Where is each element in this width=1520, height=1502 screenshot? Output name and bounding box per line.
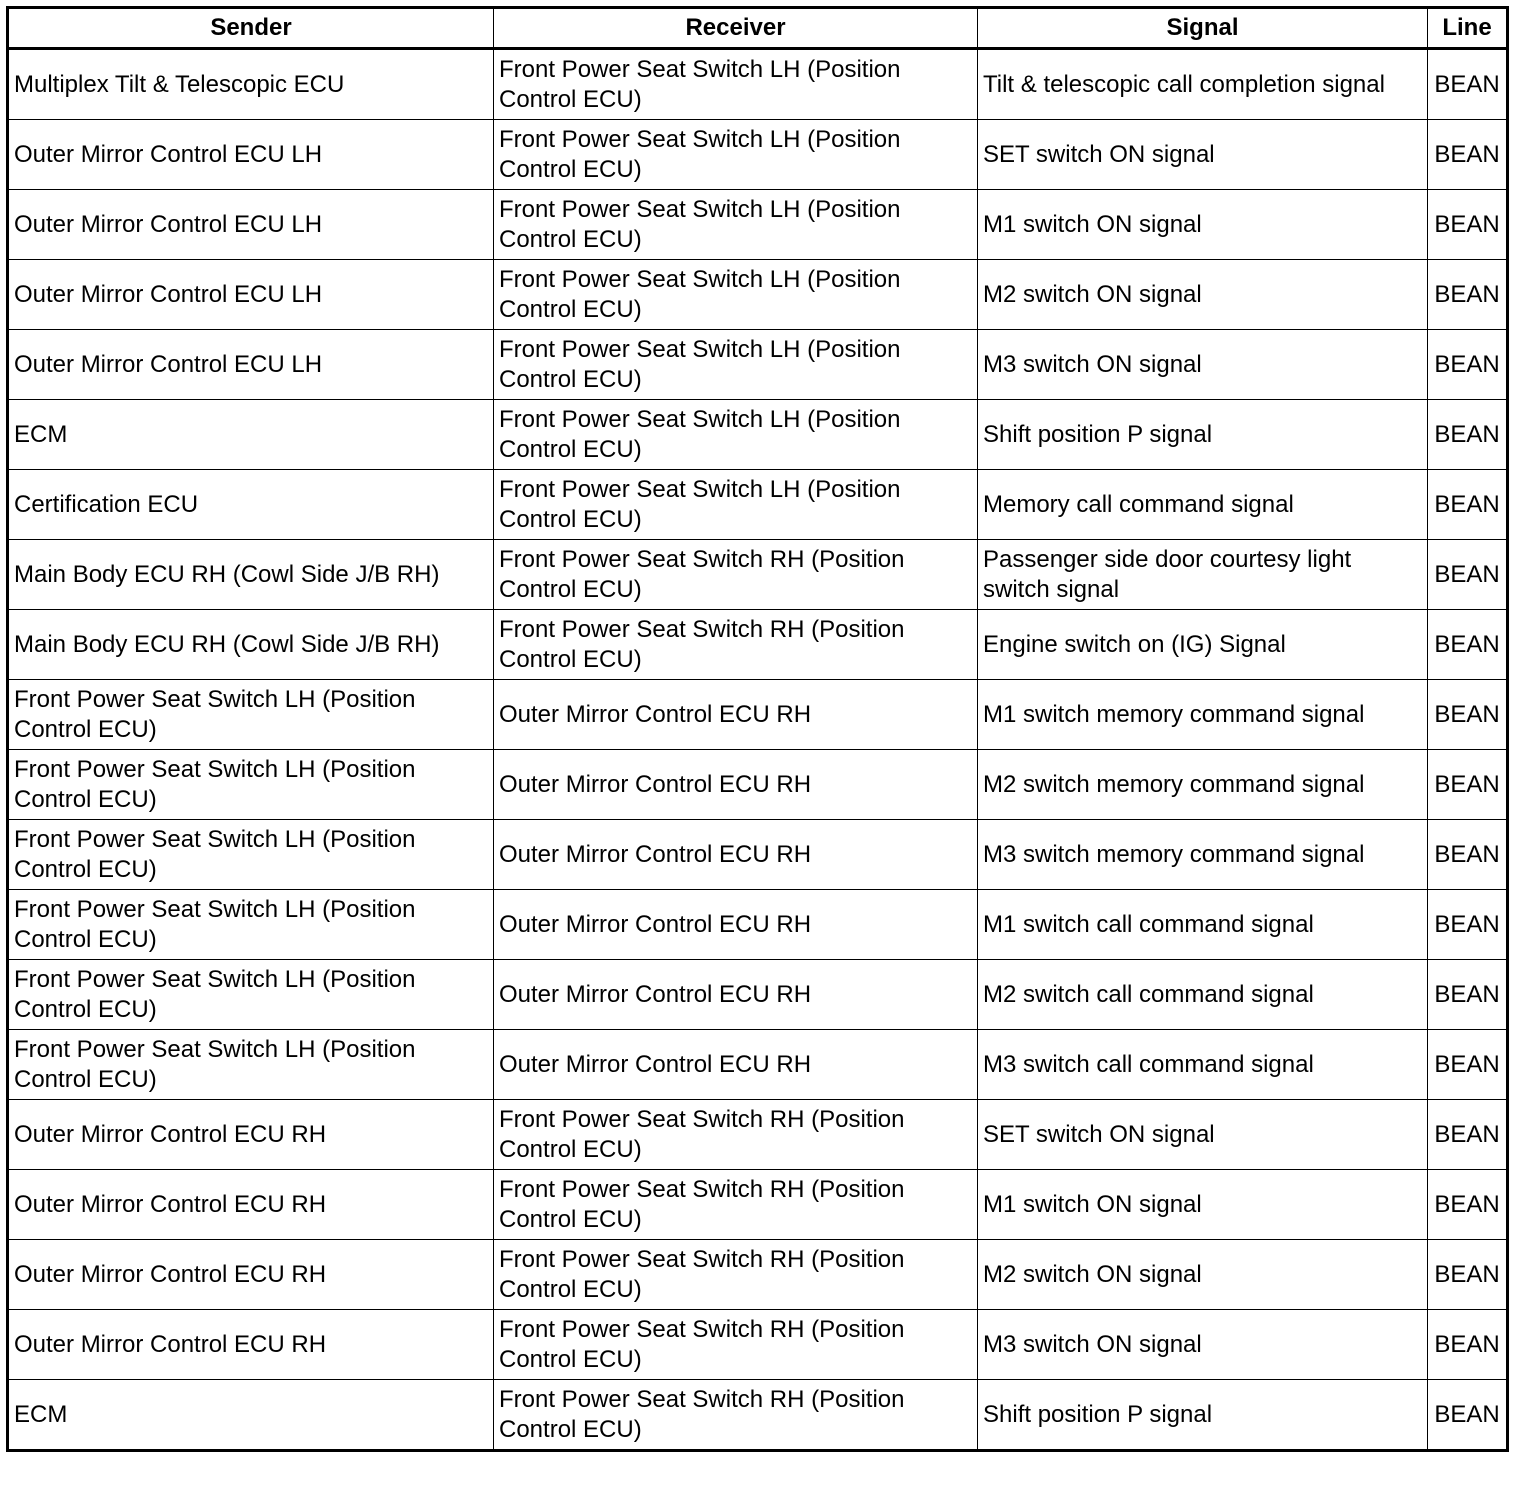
cell-signal: M1 switch ON signal xyxy=(978,190,1428,260)
cell-receiver: Front Power Seat Switch RH (Position Control ECU) xyxy=(494,1170,978,1240)
cell-signal: SET switch ON signal xyxy=(978,120,1428,190)
table-row xyxy=(8,540,1508,610)
header-line: Line xyxy=(1428,8,1508,49)
table-row xyxy=(8,750,1508,820)
cell-line: BEAN xyxy=(1428,1100,1508,1170)
cell-sender: ECM xyxy=(8,400,494,470)
cell-receiver: Front Power Seat Switch RH (Position Control ECU) xyxy=(494,1310,978,1380)
cell-signal: Shift position P signal xyxy=(978,1380,1428,1451)
cell-signal: M3 switch call command signal xyxy=(978,1030,1428,1100)
cell-receiver: Front Power Seat Switch RH (Position Control ECU) xyxy=(494,1240,978,1310)
cell-line: BEAN xyxy=(1428,1240,1508,1310)
cell-line: BEAN xyxy=(1428,1030,1508,1100)
cell-sender: Outer Mirror Control ECU RH xyxy=(8,1310,494,1380)
cell-sender: Front Power Seat Switch LH (Position Control ECU) xyxy=(8,750,494,820)
cell-line: BEAN xyxy=(1428,120,1508,190)
table-row xyxy=(8,330,1508,400)
cell-sender: Outer Mirror Control ECU LH xyxy=(8,190,494,260)
cell-receiver: Front Power Seat Switch LH (Position Control ECU) xyxy=(494,260,978,330)
table-row xyxy=(8,1380,1508,1451)
cell-receiver: Front Power Seat Switch RH (Position Control ECU) xyxy=(494,610,978,680)
cell-sender: Outer Mirror Control ECU RH xyxy=(8,1170,494,1240)
cell-signal: Shift position P signal xyxy=(978,400,1428,470)
table-row xyxy=(8,470,1508,540)
cell-signal: Tilt & telescopic call completion signal xyxy=(978,49,1428,120)
cell-sender: Front Power Seat Switch LH (Position Control ECU) xyxy=(8,680,494,750)
cell-signal: SET switch ON signal xyxy=(978,1100,1428,1170)
cell-line: BEAN xyxy=(1428,750,1508,820)
cell-receiver: Outer Mirror Control ECU RH xyxy=(494,1030,978,1100)
cell-receiver: Front Power Seat Switch LH (Position Control ECU) xyxy=(494,400,978,470)
table-row xyxy=(8,49,1508,120)
cell-sender: Multiplex Tilt & Telescopic ECU xyxy=(8,49,494,120)
table-row xyxy=(8,120,1508,190)
cell-line: BEAN xyxy=(1428,49,1508,120)
table-row xyxy=(8,190,1508,260)
cell-line: BEAN xyxy=(1428,190,1508,260)
cell-receiver: Front Power Seat Switch RH (Position Control ECU) xyxy=(494,1380,978,1451)
cell-receiver: Front Power Seat Switch LH (Position Control ECU) xyxy=(494,190,978,260)
cell-sender: ECM xyxy=(8,1380,494,1451)
table-row xyxy=(8,890,1508,960)
cell-signal: M2 switch call command signal xyxy=(978,960,1428,1030)
cell-sender: Outer Mirror Control ECU RH xyxy=(8,1100,494,1170)
cell-receiver: Front Power Seat Switch LH (Position Control ECU) xyxy=(494,120,978,190)
cell-signal: M2 switch memory command signal xyxy=(978,750,1428,820)
header-receiver: Receiver xyxy=(494,8,978,49)
cell-sender: Front Power Seat Switch LH (Position Control ECU) xyxy=(8,890,494,960)
cell-sender: Front Power Seat Switch LH (Position Control ECU) xyxy=(8,820,494,890)
table-row xyxy=(8,610,1508,680)
cell-signal: M3 switch ON signal xyxy=(978,1310,1428,1380)
cell-line: BEAN xyxy=(1428,1170,1508,1240)
cell-receiver: Outer Mirror Control ECU RH xyxy=(494,750,978,820)
table-row xyxy=(8,260,1508,330)
cell-receiver: Front Power Seat Switch LH (Position Control ECU) xyxy=(494,49,978,120)
cell-sender: Front Power Seat Switch LH (Position Control ECU) xyxy=(8,1030,494,1100)
cell-sender: Main Body ECU RH (Cowl Side J/B RH) xyxy=(8,540,494,610)
table-row xyxy=(8,1100,1508,1170)
cell-sender: Certification ECU xyxy=(8,470,494,540)
header-sender: Sender xyxy=(8,8,494,49)
communication-table xyxy=(6,6,1509,1452)
table-row xyxy=(8,680,1508,750)
cell-receiver: Outer Mirror Control ECU RH xyxy=(494,820,978,890)
cell-receiver: Outer Mirror Control ECU RH xyxy=(494,680,978,750)
cell-receiver: Front Power Seat Switch RH (Position Control ECU) xyxy=(494,540,978,610)
cell-line: BEAN xyxy=(1428,330,1508,400)
cell-receiver: Front Power Seat Switch RH (Position Control ECU) xyxy=(494,1100,978,1170)
cell-line: BEAN xyxy=(1428,610,1508,680)
cell-signal: Passenger side door courtesy light switch signal xyxy=(978,540,1428,610)
table-row xyxy=(8,960,1508,1030)
cell-signal: Engine switch on (IG) Signal xyxy=(978,610,1428,680)
cell-sender: Main Body ECU RH (Cowl Side J/B RH) xyxy=(8,610,494,680)
cell-sender: Outer Mirror Control ECU LH xyxy=(8,120,494,190)
table-row xyxy=(8,1240,1508,1310)
table-row xyxy=(8,1170,1508,1240)
cell-signal: M3 switch ON signal xyxy=(978,330,1428,400)
cell-line: BEAN xyxy=(1428,470,1508,540)
cell-sender: Outer Mirror Control ECU RH xyxy=(8,1240,494,1310)
cell-sender: Outer Mirror Control ECU LH xyxy=(8,260,494,330)
cell-line: BEAN xyxy=(1428,400,1508,470)
cell-line: BEAN xyxy=(1428,890,1508,960)
cell-receiver: Front Power Seat Switch LH (Position Control ECU) xyxy=(494,470,978,540)
cell-line: BEAN xyxy=(1428,260,1508,330)
cell-signal: M2 switch ON signal xyxy=(978,1240,1428,1310)
cell-signal: M1 switch ON signal xyxy=(978,1170,1428,1240)
cell-signal: M2 switch ON signal xyxy=(978,260,1428,330)
cell-receiver: Front Power Seat Switch LH (Position Control ECU) xyxy=(494,330,978,400)
table-body xyxy=(8,49,1508,1451)
header-signal: Signal xyxy=(978,8,1428,49)
cell-receiver: Outer Mirror Control ECU RH xyxy=(494,890,978,960)
cell-line: BEAN xyxy=(1428,680,1508,750)
cell-line: BEAN xyxy=(1428,1380,1508,1451)
cell-line: BEAN xyxy=(1428,820,1508,890)
table-header-row xyxy=(8,8,1508,49)
cell-signal: M1 switch memory command signal xyxy=(978,680,1428,750)
table-row xyxy=(8,820,1508,890)
cell-signal: M1 switch call command signal xyxy=(978,890,1428,960)
cell-line: BEAN xyxy=(1428,1310,1508,1380)
cell-signal: M3 switch memory command signal xyxy=(978,820,1428,890)
table-row xyxy=(8,400,1508,470)
cell-sender: Outer Mirror Control ECU LH xyxy=(8,330,494,400)
cell-signal: Memory call command signal xyxy=(978,470,1428,540)
table-row xyxy=(8,1310,1508,1380)
cell-line: BEAN xyxy=(1428,960,1508,1030)
cell-receiver: Outer Mirror Control ECU RH xyxy=(494,960,978,1030)
table-row xyxy=(8,1030,1508,1100)
cell-line: BEAN xyxy=(1428,540,1508,610)
cell-sender: Front Power Seat Switch LH (Position Control ECU) xyxy=(8,960,494,1030)
